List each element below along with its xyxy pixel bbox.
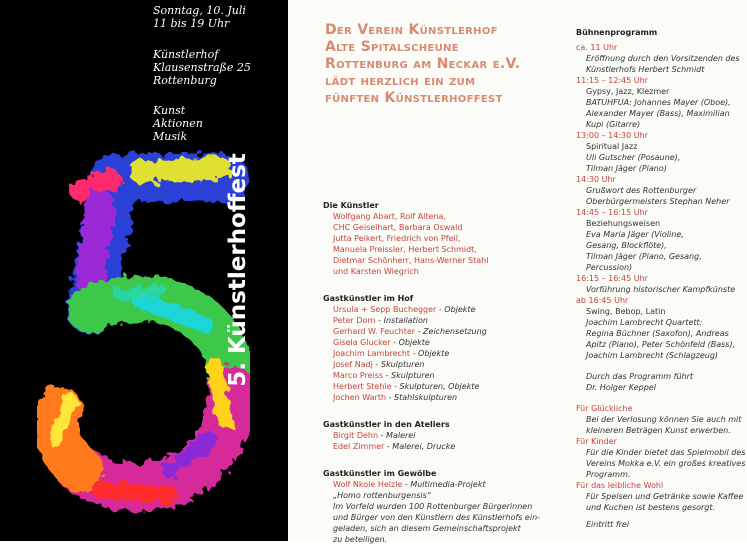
stage-block — [576, 295, 746, 361]
guest-entry: Wolf Nkole Helzle - Multimedia-Projekt — [333, 480, 486, 489]
stage-detail: Künstlerhofs Herbert Schmidt — [586, 65, 705, 74]
invitation-headline — [325, 22, 570, 107]
stage-time: 14:45 – 16:15 Uhr — [576, 208, 648, 217]
guest-entry: Jochen Warth - Stahlskulpturen — [333, 393, 458, 402]
stage-detail: Kupi (Gitarre) — [586, 120, 641, 129]
stage-detail: Tilman Jäger (Piano) — [586, 164, 667, 173]
headline-line: Der Verein Künstlerhof — [325, 22, 498, 38]
guests-ateliers-heading: Gastkünstler in den Ateliers — [323, 420, 450, 429]
poster-program — [153, 104, 203, 143]
stage-detail: Apitz (Piano), Peter Schönfeld (Bass), — [586, 340, 736, 349]
stage-detail: Joachim Lambrecht (Schlagzeug) — [586, 351, 719, 360]
extras-line: Vereins Mokka e.V. ein großes kreatives — [586, 459, 746, 468]
moderator-line: Dr. Holger Keppel — [586, 383, 656, 392]
poster-program-line: Kunst — [153, 104, 186, 117]
stage-detail: Uli Gutscher (Posaune), — [586, 153, 681, 162]
project-line: Im Vorfeld wurden 100 Rottenburger Bürgerinnen — [333, 502, 533, 511]
artist-line: Jutta Peikert, Friedrich von Pfeil, — [333, 234, 461, 243]
stage-genre: Beziehungsweisen — [586, 219, 661, 228]
extras-line: Für Speisen und Getränke sowie Kaffee — [586, 492, 744, 501]
poster-address — [153, 48, 251, 87]
stage-detail: BATUHFUA: Johannes Mayer (Oboe), — [586, 98, 731, 107]
artist-line: Wolfgang Abart, Rolf Altena, — [333, 212, 446, 221]
extras-line: und Kuchen ist bestens gesorgt. — [586, 503, 716, 512]
stage-detail: Joachim Lambrecht Quartett: — [586, 318, 703, 327]
guest-entry: Birgit Dehn - Malerei — [333, 431, 416, 440]
headline-line: Alte Spitalscheune — [325, 39, 459, 55]
project-line: geladen, sich an diesem Gemeinschaftsprojekt — [333, 524, 521, 533]
stage-detail: Grußwort des Rottenburger — [586, 186, 697, 195]
extras-heading: Für das leibliche Wohl — [576, 481, 664, 490]
artist-line: und Karsten Wiegrich — [333, 267, 419, 276]
stage-time: 14:30 Uhr — [576, 175, 616, 184]
stage-detail: Regina Büchner (Saxofon), Andreas — [586, 329, 729, 338]
extras-heading: Für Glückliche — [576, 404, 633, 413]
guest-entry: Ursula + Sepp Buchegger - Objekte — [333, 305, 476, 314]
poster-date-line: 11 bis 19 Uhr — [153, 17, 230, 30]
extras-block — [576, 436, 746, 480]
extras-line: Bei der Verlosung können Sie auch mit — [586, 415, 742, 424]
guest-entry: Edel Zimmer - Malerei, Drucke — [333, 442, 456, 451]
stage-genre: Gypsy, Jazz, Klezmer — [586, 87, 670, 96]
poster-vertical-title: 5. Künstlerhoffest — [225, 153, 251, 387]
extras-line: Programm. — [586, 470, 631, 479]
extras-block — [576, 403, 746, 436]
headline-line: Rottenburg am Neckar e.V. — [325, 56, 521, 72]
stage-detail: Gesang, Blockflöte), — [586, 241, 667, 250]
poster-date — [153, 4, 246, 30]
stage-block — [576, 130, 746, 174]
artist-line: Dietmar Schönherr, Hans-Werner Stahl — [333, 256, 489, 265]
extras-heading: Für Kinder — [576, 437, 617, 446]
guest-entry: Joachim Lambrecht - Objekte — [333, 349, 450, 358]
artist-line: CHC Geiselhart, Barbara Oswald — [333, 223, 463, 232]
artist-line: Manuela Preissler, Herbert Schmidt, — [333, 245, 477, 254]
extras-line: Für die Kinder bietet das Spielmobil des — [586, 448, 746, 457]
stage-time: ab 16:45 Uhr — [576, 296, 629, 305]
guests-hof-heading: Gastkünstler im Hof — [323, 294, 414, 303]
stage-detail: Percussion) — [586, 263, 633, 272]
stage-detail: Eröffnung durch den Vorsitzenden des — [586, 54, 740, 63]
guest-entry: Peter Dorn - Installation — [333, 316, 428, 325]
stage-program-column — [576, 27, 746, 530]
stage-detail: Tilman Jäger (Piano, Gesang, — [586, 252, 702, 261]
stage-time: 13:00 – 14:30 Uhr — [576, 131, 648, 140]
entry-free: Eintritt frei — [586, 520, 630, 529]
stage-block — [576, 174, 746, 207]
guest-entry: Gerhard W. Feuchter - Zeichensetzung — [333, 327, 487, 336]
poster-address-line: Rottenburg — [153, 74, 217, 87]
stage-time: 16:15 – 16:45 Uhr — [576, 274, 648, 283]
guest-entry: Josef Nadj - Skulpturen — [333, 360, 425, 369]
extras-line: kleineren Beträgen Kunst erwerben. — [586, 426, 731, 435]
stage-detail: Eva Maria Jäger (Violine, — [586, 230, 684, 239]
stage-genre: Spiritual Jazz — [586, 142, 638, 151]
poster-address-line: Künstlerhof — [153, 48, 219, 61]
poster-program-line: Musik — [153, 130, 188, 143]
guests-gewoelbe-heading: Gastkünstler im Gewölbe — [323, 469, 437, 478]
stage-block — [576, 75, 746, 130]
stage-detail: Oberbürgermeisters Stephan Neher — [586, 197, 730, 206]
artists-column — [323, 200, 568, 545]
stage-detail: Alexander Mayer (Bass), Maximilian — [586, 109, 730, 118]
poster-program-line: Aktionen — [153, 117, 203, 130]
extras-block — [576, 480, 746, 513]
guest-entry: Marco Preiss - Skulpturen — [333, 371, 435, 380]
project-line: „Homo rottenburgensis“ — [333, 491, 431, 500]
artists-heading: Die Künstler — [323, 201, 379, 210]
stage-detail: Vorführung historischer Kampfkünste — [586, 285, 736, 294]
stage-time: 11:15 – 12:45 Uhr — [576, 76, 648, 85]
stage-genre: Swing, Bebop, Latin — [586, 307, 666, 316]
headline-line: fünften Künstlerhoffest — [325, 90, 503, 106]
stage-heading: Bühnenprogramm — [576, 28, 658, 37]
stage-time: ca. 11 Uhr — [576, 43, 618, 52]
guest-entry: Herbert Stehle - Skulpturen, Objekte — [333, 382, 480, 391]
headline-line: lädt herzlich ein zum — [325, 73, 476, 89]
stage-block — [576, 207, 746, 273]
stage-block — [576, 273, 746, 295]
project-line: und Bürger von den Künstlern des Künstlerhofs ein- — [333, 513, 541, 522]
poster-panel — [0, 0, 288, 541]
moderator-line: Durch das Programm führt — [586, 372, 694, 381]
project-line: zu beteiligen. — [333, 535, 388, 544]
stage-block — [576, 42, 746, 75]
poster-address-line: Klausenstraße 25 — [153, 61, 251, 74]
guest-entry: Gisela Glucker - Objekte — [333, 338, 430, 347]
poster-date-line: Sonntag, 10. Juli — [153, 4, 246, 17]
